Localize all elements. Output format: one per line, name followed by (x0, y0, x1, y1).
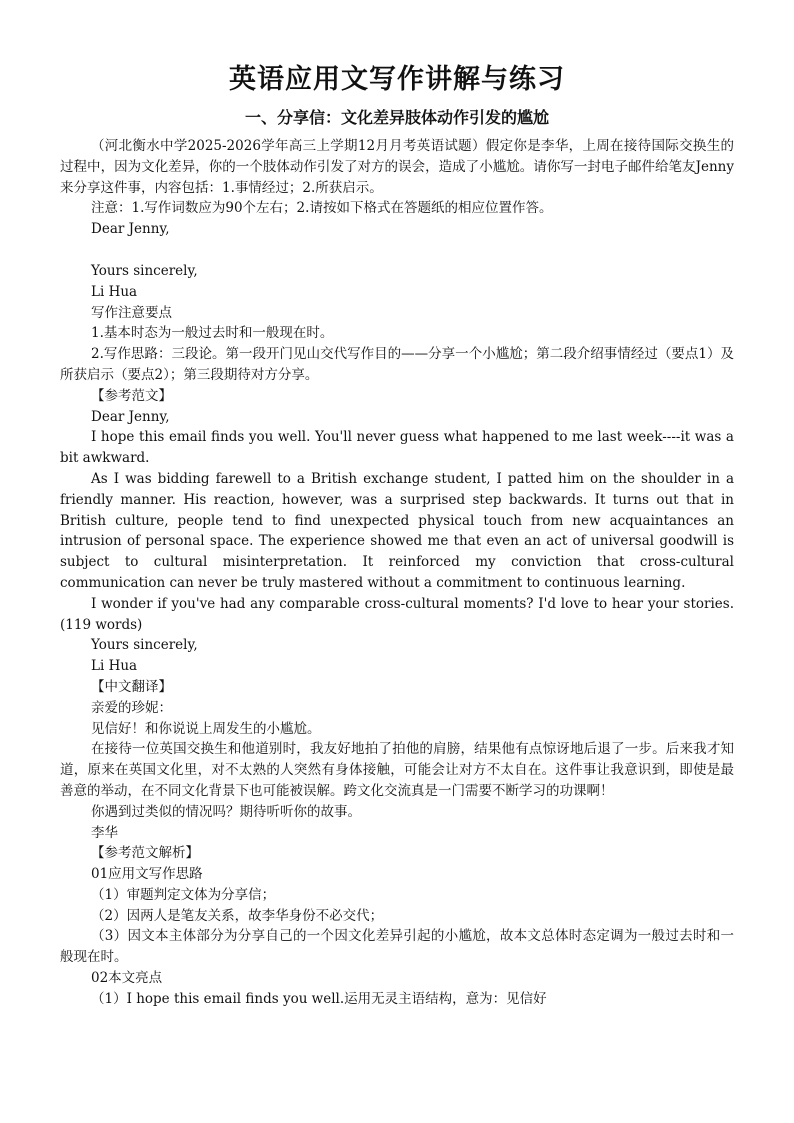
analysis-heading: 【参考范文解析】 (91, 845, 199, 862)
tips-item-1: 1.基本时态为一般过去时和一般现在时。 (91, 325, 334, 342)
model-paragraph-3: I wonder if you've had any comparable cross-cultural moments? I'd love to hear your stories. (119 words) (60, 595, 734, 633)
prompt-signature: Li Hua (91, 283, 138, 300)
model-paragraph-2: As I was bidding farewell to a British exchange student, I patted him on the shoulder in a friendly manner. His reaction, however, was a surprised step backwards. It turns out that in British culture, people tend to find unexpected physical touch from new acquaintances an intrusion of personal space. The experience showed me that even an act of universal goodwill is subject to cultural misinterpretation. It reinforced my conviction that cross-cultural communication can never be truly mastered without a commitment to continuous learning. (60, 470, 734, 591)
tips-item-2: 2.写作思路：三段论。第一段开门见山交代写作目的——分享一个小尴尬；第二段介绍事情经过（要点1）及所获启示（要点2）；第三段期待对方分享。 (60, 346, 734, 383)
highlight-item-1: （1）I hope this email finds you well.运用无灵主语结构，意为：见信好 (91, 990, 547, 1007)
translation-paragraph-3: 你遇到过类似的情况吗？期待听听你的故事。 (91, 803, 361, 820)
tips-heading: 写作注意要点 (91, 304, 172, 321)
model-paragraph-1: I hope this email finds you well. You'll never guess what happened to me last week----it was a bit awkward. (60, 429, 734, 467)
prompt-closing: Yours sincerely, (91, 262, 198, 279)
prompt-greeting: Dear Jenny, (91, 221, 170, 238)
translation-heading: 【中文翻译】 (91, 678, 172, 695)
section-title: 一、分享信：文化差异肢体动作引发的尴尬 (244, 108, 549, 127)
prompt-note: 注意：1.写作词数应为90个左右；2.请按如下格式在答题纸的相应位置作答。 (91, 200, 553, 217)
document-page (60, 60, 734, 1010)
translation-signature: 李华 (91, 824, 118, 841)
analysis-point-1: （1）审题判定文体为分享信； (91, 886, 276, 903)
prompt-intro: （河北衡水中学2025-2026学年高三上学期12月月考英语试题）假定你是李华，上周在接待国际交换生的过程中，因为文化差异，你的一个肢体动作引发了对方的误会，造成了小尴尬。请你写一封电子邮件给笔友Jenny来分享这件事，内容包括：1.事情经过；2.所获启示。 (60, 138, 734, 196)
model-signature: Li Hua (91, 658, 138, 675)
analysis-point-3: （3）因文本主体部分为分享自己的一个因文化差异引起的小尴尬，故本文总体时态定调为一般过去时和一般现在时。 (60, 928, 734, 966)
analysis-subheading-2: 02本文亮点 (91, 970, 163, 987)
model-closing: Yours sincerely, (91, 637, 198, 654)
page-title: 英语应用文写作讲解与练习 (229, 64, 565, 95)
translation-paragraph-2: 在接待一位英国交换生和他道别时，我友好地拍了拍他的肩膀，结果他有点惊讶地后退了一步。后来我才知道，原来在英国文化里，对不太熟的人突然有身体接触，可能会让对方不太自在。这件事让我意识到，即使是最善意的举动，在不同文化背景下也可能被误解。跨文化交流真是一门需要不断学习的功课啊！ (60, 741, 734, 799)
translation-paragraph-1: 见信好！和你说说上周发生的小尴尬。 (91, 720, 321, 737)
analysis-subheading-1: 01应用文写作思路 (91, 866, 203, 883)
model-greeting: Dear Jenny, (91, 408, 170, 425)
analysis-point-2: （2）因两人是笔友关系，故李华身份不必交代； (91, 907, 384, 924)
model-heading: 【参考范文】 (91, 387, 172, 404)
answer-space (60, 240, 734, 261)
translation-greeting: 亲爱的珍妮： (91, 699, 172, 716)
